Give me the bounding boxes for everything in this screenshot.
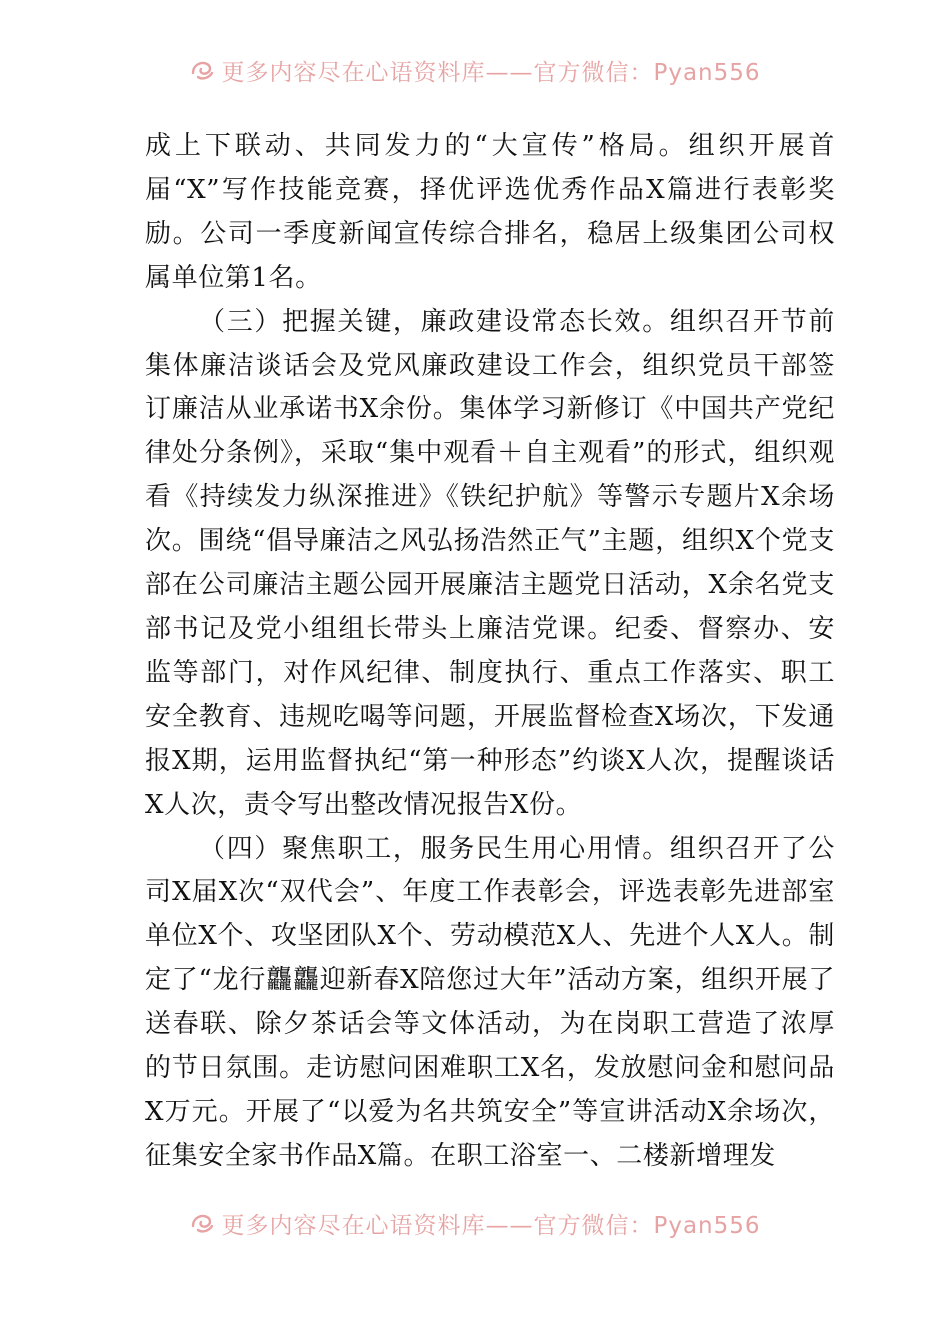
paragraph-continuation: 成上下联动、共同发力的“大宣传”格局。组织开展首届“X”写作技能竞赛，择优评选优秀作品X篇进行表彰奖励。公司一季度新闻宣传综合排名，稳居上级集团公司权属单位第1名。: [145, 131, 836, 293]
watermark-text: 更多内容尽在心语资料库——官方微信：Pyan556: [221, 59, 761, 86]
red-swirl-logo-icon: [189, 57, 215, 83]
top-watermark-banner: [0, 50, 950, 90]
watermark-text: 更多内容尽在心语资料库——官方微信：Pyan556: [221, 1212, 761, 1239]
bottom-watermark-banner: [0, 1203, 950, 1243]
document-body: [145, 125, 835, 1179]
paragraph-section-4: （四）聚焦职工，服务民生用心用情。组织召开了公司X届X次“双代会”、年度工作表彰会，评选表彰先进部室单位X个、攻坚团队X个、劳动模范X人、先进个人X人。制定了“龙行龘龘迎新春X陪您过大年”活动方案，组织开展了送春联、除夕茶话会等文体活动，为在岗职工营造了浓厚的节日氛围。走访慰问困难职工X名，发放慰问金和慰问品X万元。开展了“以爱为名共筑安全”等宣讲活动X余场次，征集安全家书作品X篇。在职工浴室一、二楼新增理发: [145, 833, 835, 1171]
red-swirl-logo-icon: [189, 1210, 215, 1236]
paragraph-section-3: （三）把握关键，廉政建设常态长效。组织召开节前集体廉洁谈话会及党风廉政建设工作会，组织党员干部签订廉洁从业承诺书X余份。集体学习新修订《中国共产党纪律处分条例》，采取“集中观看＋自主观看”的形式，组织观看《持续发力纵深推进》《铁纪护航》等警示专题片X余场次。围绕“倡导廉洁之风弘扬浩然正气”主题，组织X个党支部在公司廉洁主题公园开展廉洁主题党日活动，X余名党支部书记及党小组组长带头上廉洁党课。纪委、督察办、安监等部门，对作风纪律、制度执行、重点工作落实、职工安全教育、违规吃喝等问题，开展监督检查X场次，下发通报X期，运用监督执纪“第一种形态”约谈X人次，提醒谈话X人次，责令写出整改情况报告X份。: [145, 306, 835, 820]
